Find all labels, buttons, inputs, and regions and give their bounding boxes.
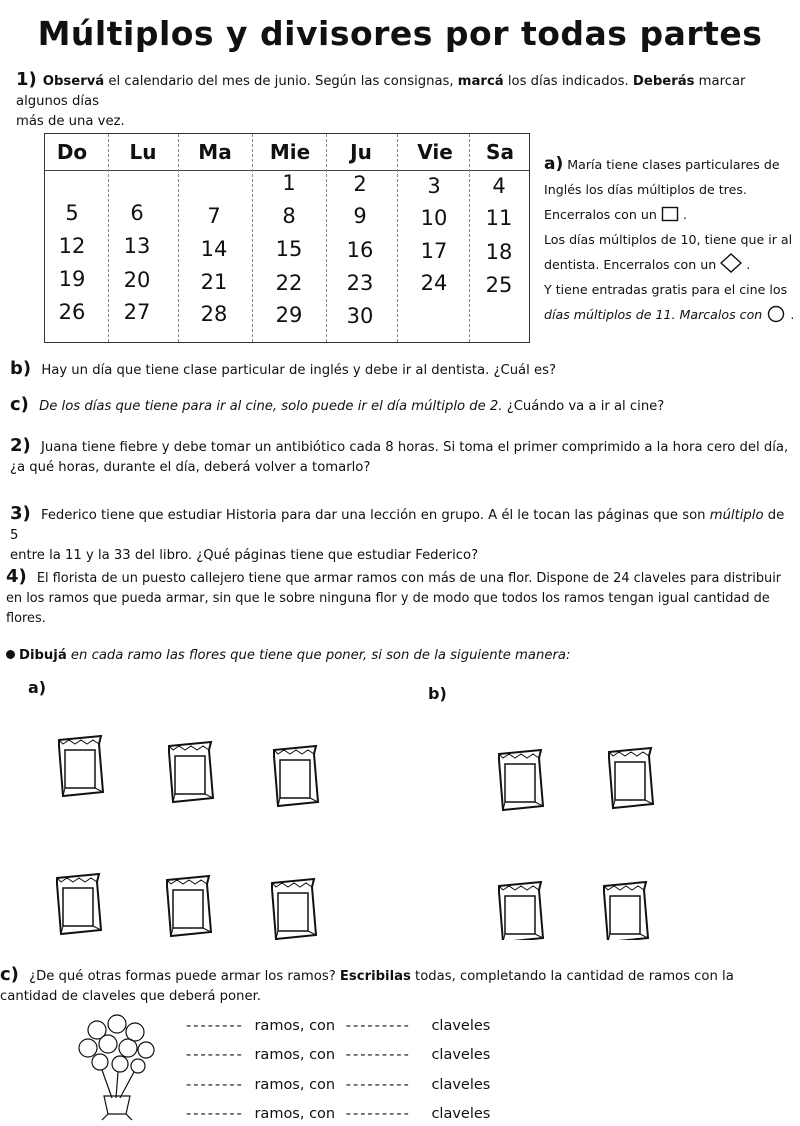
item-label: b) xyxy=(10,358,32,379)
text: ramos, con xyxy=(254,1018,336,1034)
text: flores. xyxy=(6,611,46,626)
calendar-day[interactable]: 24 xyxy=(420,271,448,295)
question-number: 4) xyxy=(6,566,27,587)
calendar-day[interactable]: 11 xyxy=(485,206,513,230)
diamond-icon xyxy=(720,253,742,273)
text: María tiene clases particulares de xyxy=(563,157,780,172)
text: Inglés los días múltiplos de tres. xyxy=(544,182,747,197)
blank[interactable]: --------- xyxy=(345,1047,411,1063)
calendar-day[interactable]: 21 xyxy=(200,270,228,294)
calendar-day[interactable]: 26 xyxy=(58,300,86,324)
calendar-day[interactable]: 17 xyxy=(420,239,448,263)
fill-line[interactable] xyxy=(186,1047,616,1063)
calendar-day[interactable]: 15 xyxy=(275,237,303,261)
question-1b xyxy=(10,359,790,381)
calendar-day[interactable]: 16 xyxy=(346,238,374,262)
item-label: c) xyxy=(0,964,19,985)
weekday-header: Ma xyxy=(198,140,232,164)
calendar-day[interactable]: 12 xyxy=(58,234,86,258)
text: el calendario del mes de junio. Según las consignas, xyxy=(104,74,458,89)
blank[interactable]: -------- xyxy=(186,1047,244,1063)
text: ¿a qué horas, durante el día, deberá volver a tomarlo? xyxy=(10,460,371,475)
calendar-day[interactable]: 9 xyxy=(353,204,367,228)
bouquet-wrapper[interactable] xyxy=(499,750,543,810)
calendar-day[interactable]: 27 xyxy=(123,300,151,324)
calendar-day[interactable]: 28 xyxy=(200,302,228,326)
text: los días indicados. xyxy=(503,74,633,89)
text: claveles xyxy=(431,1106,491,1122)
draw-instruction xyxy=(6,646,796,666)
calendar-day[interactable]: 19 xyxy=(58,267,86,291)
calendar-day[interactable]: 1 xyxy=(282,171,296,195)
weekday-header: Sa xyxy=(486,140,514,164)
question-number: 1) xyxy=(16,69,37,90)
text: ¿De qué otras formas puede armar los ramos? xyxy=(24,969,340,984)
calendar-day[interactable]: 4 xyxy=(492,174,506,198)
blank[interactable]: --------- xyxy=(345,1018,411,1034)
bullet-icon xyxy=(6,650,15,659)
bold-word: Observá xyxy=(42,74,105,89)
text: claveles xyxy=(431,1047,491,1063)
text: Y tiene entradas gratis para el cine los xyxy=(544,282,788,297)
calendar-day[interactable]: 6 xyxy=(130,201,144,225)
calendar-day[interactable]: 7 xyxy=(207,204,221,228)
calendar-day[interactable]: 10 xyxy=(420,206,448,230)
text: Hay un día que tiene clase particular de inglés y debe ir al dentista. ¿Cuál es? xyxy=(37,363,556,378)
bouquet-wrapper[interactable] xyxy=(604,882,648,940)
text: Encerralos con un xyxy=(544,207,657,222)
bouquet-wrapper[interactable] xyxy=(274,746,318,806)
part-b-label: b) xyxy=(428,684,447,703)
text: claveles xyxy=(431,1018,491,1034)
bold-word: Dibujá xyxy=(19,648,67,663)
june-calendar xyxy=(44,133,530,343)
fill-line[interactable] xyxy=(186,1106,616,1122)
calendar-day[interactable]: 2 xyxy=(353,172,367,196)
calendar-day[interactable]: 25 xyxy=(485,273,513,297)
blank[interactable]: --------- xyxy=(345,1106,411,1122)
column-divider xyxy=(397,134,398,342)
item-label: c) xyxy=(10,394,29,415)
bold-word: marcá xyxy=(457,74,504,89)
calendar-day[interactable]: 30 xyxy=(346,304,374,328)
bouquet-wrapper[interactable] xyxy=(167,876,211,936)
bouquet-illustration xyxy=(72,1010,162,1122)
text: en los ramos que pueda armar, sin que le sobre ninguna flor y de modo que todos los ramos tengan igual cantidad de xyxy=(6,591,770,606)
bouquet-wrapper[interactable] xyxy=(499,882,543,940)
question-2 xyxy=(10,436,795,478)
square-icon xyxy=(661,206,679,222)
text: entre la 11 y la 33 del libro. ¿Qué páginas tiene que estudiar Federico? xyxy=(10,548,479,563)
calendar-day[interactable]: 29 xyxy=(275,303,303,327)
page-title: Múltiplos y divisores por todas partes xyxy=(37,14,763,53)
calendar-day[interactable]: 8 xyxy=(282,204,296,228)
question-1 xyxy=(16,70,796,132)
bold-word: Escribilas xyxy=(339,969,411,984)
text: días múltiplos de 11. Marcalos con xyxy=(544,307,763,322)
text: todas, completando la cantidad de ramos con la xyxy=(410,969,734,984)
text: Juana tiene fiebre y debe tomar un antibiótico cada 8 horas. Si toma el primer comprimido a la hora cero del día, xyxy=(36,440,789,455)
column-divider xyxy=(252,134,253,342)
blank[interactable]: -------- xyxy=(186,1106,244,1122)
item-label: a) xyxy=(544,154,564,174)
instructions-a: a) María tiene clases particulares de Inglés los días múltiplos de tres. Encerralos con un . Los días múltiplos de 10, tiene que ir al dentista. Encerralos con un . Y tiene entradas gratis para el cine los días múltiplos de 11. Marcalos con . xyxy=(544,152,800,327)
question-3 xyxy=(10,504,795,566)
calendar-day[interactable]: 3 xyxy=(427,174,441,198)
bouquet-wrapper[interactable] xyxy=(169,742,213,802)
part-a-label: a) xyxy=(28,678,47,697)
text: en cada ramo las flores que tiene que poner, si son de la siguiente manera: xyxy=(66,648,571,663)
blank[interactable]: -------- xyxy=(186,1077,244,1093)
fill-line[interactable] xyxy=(186,1077,616,1093)
text: claveles xyxy=(431,1077,491,1093)
question-number: 3) xyxy=(10,503,31,524)
bouquet-wrappers xyxy=(0,720,800,940)
calendar-day[interactable]: 14 xyxy=(200,237,228,261)
text: cantidad de claveles que deberá poner. xyxy=(0,989,261,1004)
weekday-header: Lu xyxy=(129,140,157,164)
bold-word: Deberás xyxy=(632,74,695,89)
weekday-header: Vie xyxy=(417,140,453,164)
text: ramos, con xyxy=(254,1047,336,1063)
blank[interactable]: --------- xyxy=(345,1077,411,1093)
text: ¿Cuándo va a ir al cine? xyxy=(502,399,665,414)
column-divider xyxy=(469,134,470,342)
text: El florista de un puesto callejero tiene que armar ramos con más de una flor. Dispone de 24 claveles para distribuir xyxy=(32,571,782,586)
text: Los días múltiplos de 10, tiene que ir al xyxy=(544,232,793,247)
weekday-header: Mie xyxy=(269,140,311,164)
text: de 5 xyxy=(10,508,785,543)
bouquet-wrapper[interactable] xyxy=(57,874,101,934)
calendar-day[interactable]: 20 xyxy=(123,268,151,292)
question-number: 2) xyxy=(10,435,31,456)
text: dentista. Encerralos con un xyxy=(544,257,717,272)
weekday-header: Do xyxy=(56,140,88,164)
text: múltiplo xyxy=(709,508,764,523)
calendar-day[interactable]: 5 xyxy=(65,201,79,225)
fill-line[interactable] xyxy=(186,1018,616,1034)
text: ramos, con xyxy=(254,1077,336,1093)
text: ramos, con xyxy=(254,1106,336,1122)
text: Federico tiene que estudiar Historia para dar una lección en grupo. A él le tocan las páginas que son xyxy=(36,508,710,523)
calendar-day[interactable]: 13 xyxy=(123,234,151,258)
bouquet-wrapper[interactable] xyxy=(59,736,103,796)
text: más de una vez. xyxy=(16,114,125,129)
bouquet-wrapper[interactable] xyxy=(272,879,316,939)
blank[interactable]: -------- xyxy=(186,1018,244,1034)
bouquet-wrapper[interactable] xyxy=(609,748,653,808)
question-4 xyxy=(6,567,796,629)
calendar-day[interactable]: 22 xyxy=(275,271,303,295)
question-4c xyxy=(0,965,790,1007)
calendar-day[interactable]: 23 xyxy=(346,271,374,295)
circle-icon xyxy=(766,305,786,323)
text: marcar algunos días xyxy=(16,74,746,109)
weekday-header: Ju xyxy=(350,140,372,164)
calendar-day[interactable]: 18 xyxy=(485,240,513,264)
question-1c xyxy=(10,395,790,417)
text: De los días que tiene para ir al cine, solo puede ir el día múltiplo de 2. xyxy=(34,399,503,414)
